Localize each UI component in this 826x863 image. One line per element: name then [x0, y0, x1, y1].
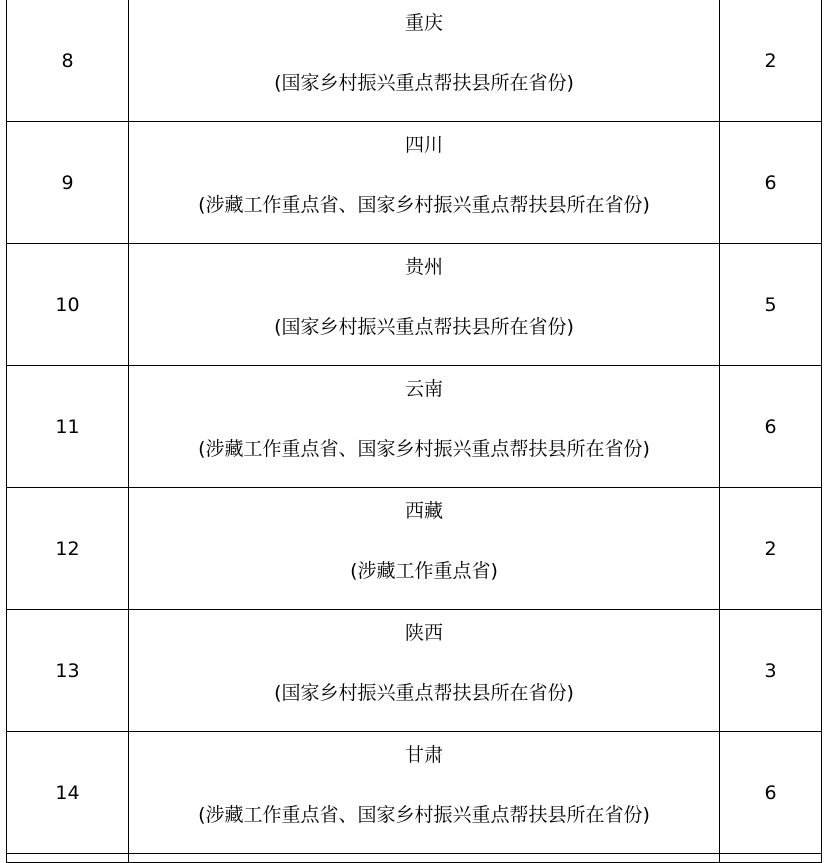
index-cell — [7, 122, 129, 244]
index-cell — [7, 488, 129, 610]
count-cell — [720, 854, 822, 863]
row-index: 11 — [55, 415, 80, 438]
row-index: 12 — [55, 537, 80, 560]
region-cell — [129, 854, 720, 863]
region-note: (涉藏工作重点省) — [350, 560, 498, 582]
region-note: (国家乡村振兴重点帮扶县所在省份) — [274, 72, 574, 94]
row-index: 10 — [55, 293, 80, 316]
row-index: 9 — [61, 171, 74, 194]
province-quota-table — [6, 0, 822, 863]
row-index: 14 — [55, 781, 80, 804]
region-cell — [129, 244, 720, 366]
region-cell — [129, 610, 720, 732]
region-cell — [129, 732, 720, 854]
row-count: 2 — [764, 537, 777, 560]
count-cell — [720, 366, 822, 488]
region-note: (涉藏工作重点省、国家乡村振兴重点帮扶县所在省份) — [198, 438, 650, 460]
index-cell — [7, 854, 129, 863]
count-cell — [720, 488, 822, 610]
count-cell — [720, 244, 822, 366]
region-name: 甘肃 — [404, 744, 443, 766]
index-cell — [7, 366, 129, 488]
region-name: 西藏 — [404, 500, 443, 522]
count-cell — [720, 732, 822, 854]
region-name: 陕西 — [404, 622, 443, 644]
region-name: 四川 — [404, 134, 443, 156]
table-row — [7, 732, 822, 854]
row-count: 2 — [764, 49, 777, 72]
index-cell — [7, 610, 129, 732]
region-note: (涉藏工作重点省、国家乡村振兴重点帮扶县所在省份) — [198, 194, 650, 216]
index-cell — [7, 0, 129, 122]
row-index: 8 — [61, 49, 74, 72]
row-index: 13 — [55, 659, 80, 682]
count-cell — [720, 0, 822, 122]
index-cell — [7, 244, 129, 366]
region-cell — [129, 488, 720, 610]
table-row — [7, 366, 822, 488]
region-cell — [129, 366, 720, 488]
row-count: 6 — [764, 171, 777, 194]
row-count: 5 — [764, 293, 777, 316]
table-row — [7, 488, 822, 610]
row-count: 3 — [764, 659, 777, 682]
count-cell — [720, 122, 822, 244]
region-name: 重庆 — [404, 12, 443, 34]
table-row-partial — [7, 854, 822, 863]
region-name: 贵州 — [404, 256, 443, 278]
index-cell — [7, 732, 129, 854]
region-note: (涉藏工作重点省、国家乡村振兴重点帮扶县所在省份) — [198, 804, 650, 826]
table-row — [7, 0, 822, 122]
region-cell — [129, 122, 720, 244]
count-cell — [720, 610, 822, 732]
table-row — [7, 244, 822, 366]
table-row — [7, 122, 822, 244]
row-count: 6 — [764, 415, 777, 438]
table-row — [7, 610, 822, 732]
region-note: (国家乡村振兴重点帮扶县所在省份) — [274, 316, 574, 338]
region-cell — [129, 0, 720, 122]
region-name: 云南 — [404, 378, 443, 400]
row-count: 6 — [764, 781, 777, 804]
region-note: (国家乡村振兴重点帮扶县所在省份) — [274, 682, 574, 704]
